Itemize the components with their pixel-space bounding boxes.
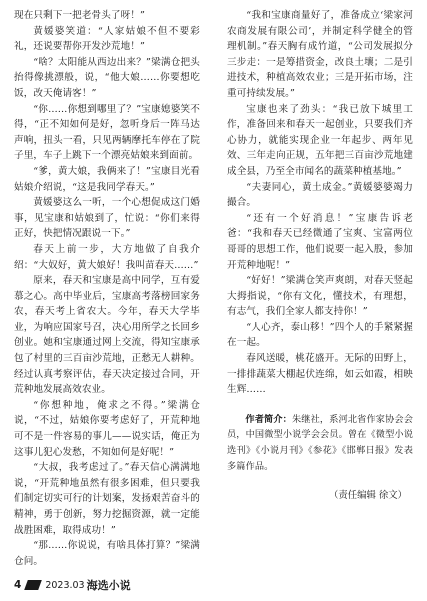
paragraph: “爹，黄大娘，我俩来了！”宝康目光看姑娘介绍说，“这是我同学春天。” xyxy=(14,165,200,193)
right-column xyxy=(227,8,413,504)
paragraph: “好好！”梁满仓笑声爽朗，对春天竖起大拇指说，“你有文化，懂技术，有理想，有志气，我们全家人都支持你！” xyxy=(227,275,413,318)
paragraph: “你……你想到哪里了？”宝康媳婆笑不得，“正不知如何是好，忽听身后一阵马达声响，扭头一看，只见两辆摩托车停在了院子里，车子上跳下一个漂亮姑娘来到面前。 xyxy=(14,103,200,162)
paragraph: “啥？太阳能从西边出来？”梁满仓把头抬得像挑漂般，说，“他大娘……你要想吃饭，改天俺请客！” xyxy=(14,56,200,99)
editor-note: （责任编辑 徐文） xyxy=(329,490,407,502)
paragraph: 宝康也来了劲头：“我已放下城里工作，准备回来和春天一起创业，只要我们齐心协力，就能实现企业一年起步、两年见效、三年走向正规，五年把三百亩沙荒地建成全县，乃至全市闻名的蔬菜种植基地。” xyxy=(227,103,413,177)
paragraph: “你想种地，俺求之不得。”梁满仓说，“不过，姑娘你要考虑好了，开荒种地可不是一件容易的事儿——说实话，俺正为这事儿犯心发愁，不知如何是好呢！” xyxy=(14,399,200,458)
author-intro-text: 朱继社，系河北省作家协会会员，中国微型小说学会会员。曾在《微型小说选刊》《小说月刊》《参花》《邯郸日报》发表多篇作品。 xyxy=(227,413,413,472)
issue-number: 2023.03 xyxy=(45,579,85,591)
divider-bar xyxy=(24,580,42,590)
paragraph: 春风送暖，桃花盛开。无际的田野上，一排排蔬菜大棚起伏连绵，如云如霞，相映生辉…… xyxy=(227,353,413,396)
paragraph: 春天上前一步，大方地做了自我介绍：“大奴好，黄大娘好！我叫苗春天……” xyxy=(14,243,200,271)
author-intro-label: 作者简介： xyxy=(245,413,292,425)
paragraph: 黄媛婆笑道：“人家姑娘不但不要彩礼，还说要帮你开发沙荒地！” xyxy=(14,25,200,53)
paragraph: 原来，春天和宝康是高中同学，互有爱慕之心。高中毕业后，宝康高考落榜回家务农，春天考上省农大。今年，春天大学毕业，为响应国家号召，决心用所学之长回乡创业。她和宝康通过网上交流，得知宝康承包了村里的三百亩沙荒地，正愁无人耕种。经过认真考察评估，春天决定接过合同，开荒种地发展高效农业。 xyxy=(14,275,200,396)
paragraph: “我和宝康商量好了，准备成立‘梁家河农商发展有限公司’，并制定科学健全的管理机制。”春天胸有成竹道，“公司发展拟分三步走：一是筹措资金，改良土壤；二是引进技术，种植高效农业；三是开拓市场，注重可持续发展。” xyxy=(227,10,413,99)
left-column xyxy=(14,8,200,569)
paragraph: 黄媛婆这么一听，一个心想促成这门婚事，见宝康和姑娘到了，忙说：“你们来得正好，快把情况跟说一下。” xyxy=(14,197,200,240)
paragraph: “人心齐，泰山移！”四个人的手紧紧握在一起。 xyxy=(227,321,413,349)
paragraph: “夫妻同心，黄土成金。”黄媛婆婆竭力撮合。 xyxy=(227,181,413,209)
page-number: 4 xyxy=(14,579,22,591)
paragraph: “那……你说说，有啥具体打算？”梁满仓问。 xyxy=(14,540,200,567)
paragraph: “还有一个好消息！”宝康告诉老爸：“我和春天已经微通了宝爽、宝富两位哥哥的思想工作，他们说要一起入股，参加开荒种地呢！” xyxy=(227,212,413,271)
paragraph: 现在只剩下一把老骨头了呀！” xyxy=(14,10,146,21)
paragraph: “大叔，我考虑过了。”春天信心满满地说，“开荒种地虽然有很多困难，但只要我们制定切实可行的计划案，发扬艰苦奋斗的精神，勇于创新，努力挖掘资源，就一定能战胜困难，取得成功！” xyxy=(14,462,200,536)
author-intro xyxy=(227,412,413,474)
magazine-title: 海选小说 xyxy=(86,579,131,592)
page-footer xyxy=(14,577,131,593)
